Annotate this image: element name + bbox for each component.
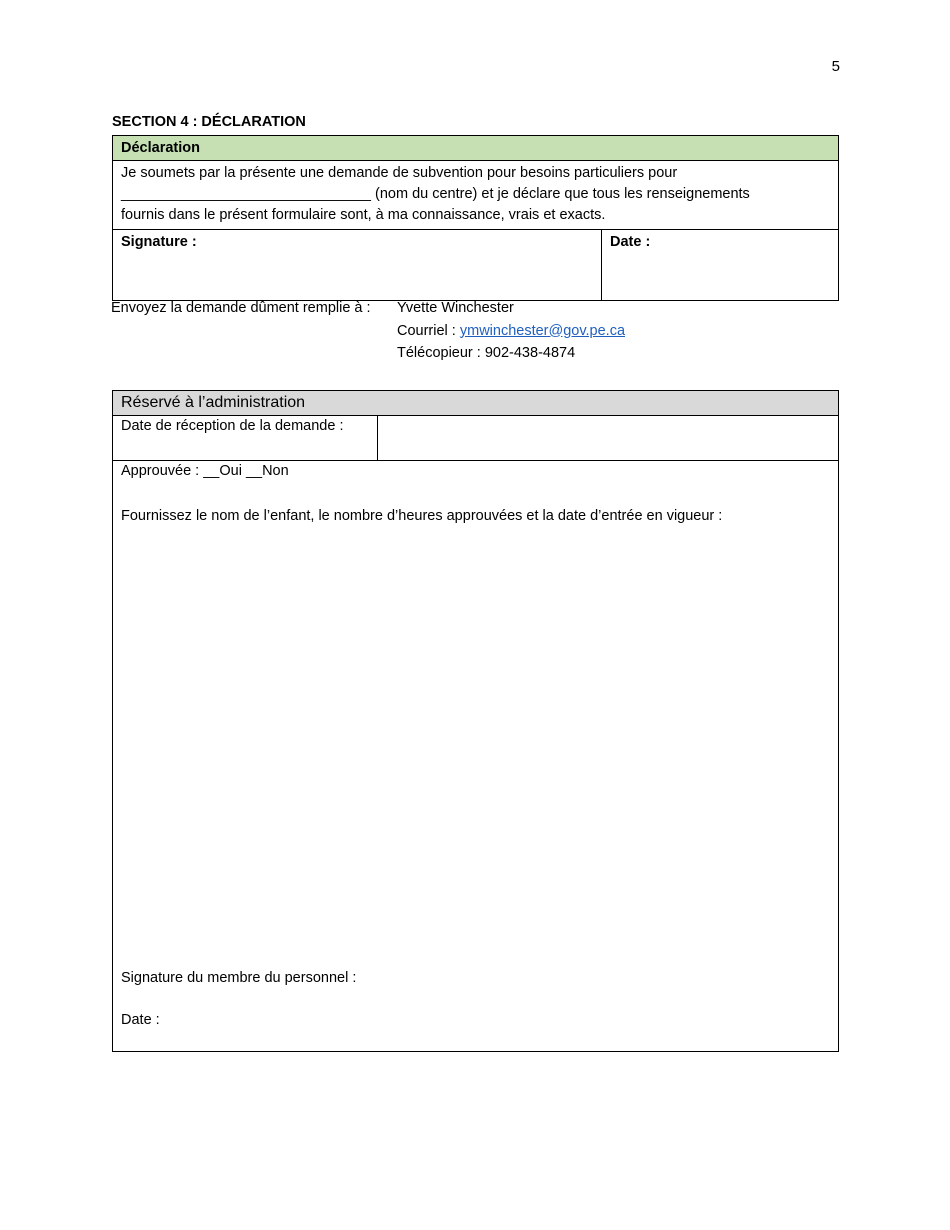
declaration-line-2: _______________________________ (nom du centre) et je déclare que tous les renseignements xyxy=(121,186,750,202)
declaration-line-3: fournis dans le présent formulaire sont, à ma connaissance, vrais et exacts. xyxy=(121,207,606,223)
date-label: Date : xyxy=(610,234,651,250)
declaration-text xyxy=(113,161,839,230)
reception-date-label: Date de réception de la demande : xyxy=(113,416,378,461)
declaration-table xyxy=(112,135,839,301)
signature-label: Signature : xyxy=(121,234,197,250)
email-link[interactable]: ymwinchester@gov.pe.ca xyxy=(459,322,626,339)
staff-signature-label: Signature du membre du personnel : xyxy=(121,970,357,986)
approved-line: Approuvée : __Oui __Non xyxy=(121,463,289,479)
page-number: 5 xyxy=(831,58,840,75)
email-prefix: Courriel : xyxy=(397,322,460,339)
contact-fax: Télécopieur : 902-438-4874 xyxy=(397,345,576,361)
declaration-line-1: Je soumets par la présente une demande de subvention pour besoins particuliers pour xyxy=(121,165,678,181)
provide-instructions: Fournissez le nom de l’enfant, le nombre d’heures approuvées et la date d’entrée en vigueur : xyxy=(121,508,723,524)
signature-field[interactable] xyxy=(113,230,602,301)
admin-body[interactable] xyxy=(113,461,839,1052)
admin-date-label: Date : xyxy=(121,1012,160,1028)
send-to-label: Envoyez la demande dûment remplie à : xyxy=(111,300,371,316)
section-title: SECTION 4 : DÉCLARATION xyxy=(112,114,306,130)
send-to-contact xyxy=(397,297,625,365)
declaration-header: Déclaration xyxy=(113,136,839,161)
contact-email-row xyxy=(397,320,625,343)
admin-table xyxy=(112,390,839,1052)
date-field[interactable] xyxy=(602,230,839,301)
contact-name: Yvette Winchester xyxy=(397,300,514,316)
admin-header: Réservé à l’administration xyxy=(113,391,839,416)
reception-date-field[interactable] xyxy=(378,416,839,461)
